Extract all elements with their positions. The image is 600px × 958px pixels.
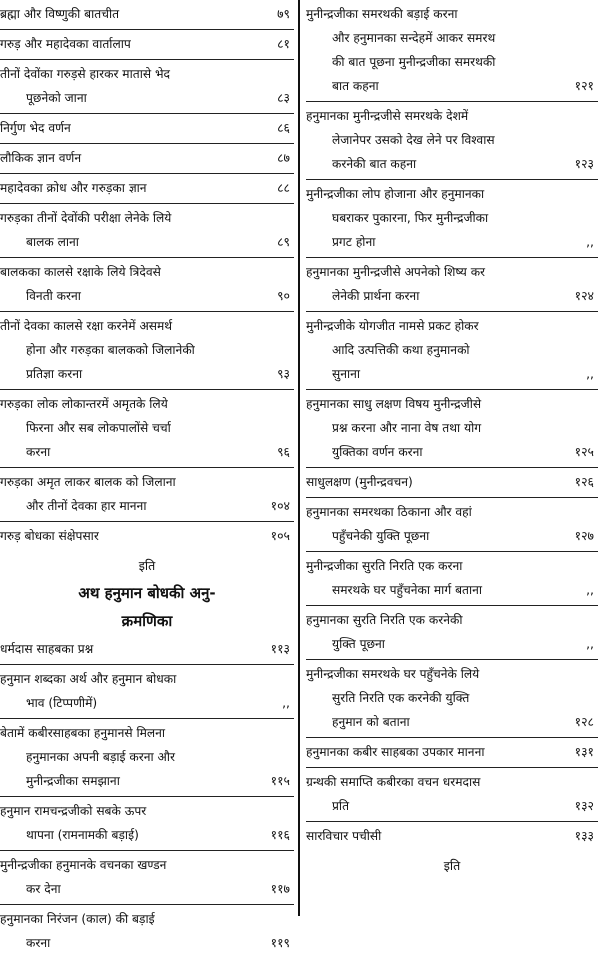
entry-text: हनुमान रामचन्द्रजीको सबके ऊपर — [0, 804, 147, 818]
toc-entry — [0, 390, 294, 468]
column-divider — [298, 0, 300, 916]
toc-entry — [0, 144, 294, 174]
entry-text: फिरना और सब लोकपालोंसे चर्चा — [26, 421, 171, 435]
entry-text: समरथके घर पहुँचनेका मार्ग बताना ,, — [306, 578, 598, 602]
toc-entry — [0, 719, 294, 797]
toc-entry — [0, 665, 294, 719]
page-number: ७९ — [277, 6, 290, 21]
toc-entry — [0, 905, 294, 958]
entry-text: मुनीन्द्रजीका लोप होजाना और हनुमानका — [306, 187, 485, 201]
left-column — [0, 0, 294, 958]
toc-entry — [306, 822, 598, 851]
toc-entry — [306, 768, 598, 822]
toc-entry — [306, 258, 598, 312]
page-number: १३१ — [574, 744, 594, 759]
entry-text: गरुड़का तीनों देवोंकी परीक्षा लेनेके लिये — [0, 211, 172, 225]
toc-entry — [306, 738, 598, 768]
iti-right: इति — [443, 858, 461, 873]
entry-text: बात कहना १२१ — [306, 74, 598, 98]
entry-text: गरुड़ बोधका संक्षेपसार १०५ — [0, 524, 294, 548]
entry-text: पहुँचनेकी युक्ति पूछना १२७ — [306, 524, 598, 548]
toc-entry — [0, 0, 294, 30]
page-number: ८६ — [277, 120, 290, 135]
page-number: ८१ — [277, 36, 290, 51]
toc-entry — [306, 102, 598, 180]
entry-text: कर देना ११७ — [0, 877, 294, 901]
entry-text: हनुमानका साधु लक्षण विषय मुनीन्द्रजीसे — [306, 397, 482, 411]
entry-text: आदि उत्पत्तिकी कथा हनुमानको — [332, 343, 470, 357]
entry-text: प्रगट होना ,, — [306, 230, 598, 254]
entry-text: मुनीन्द्रजीका समरथकी बड़ाई करना — [306, 7, 458, 21]
toc-entry — [306, 390, 598, 468]
hanuman-bodh-contents — [0, 635, 294, 958]
entry-text: गरुड़ और महादेवका वार्तालाप ८१ — [0, 32, 294, 56]
entry-text: हनुमानका समरथका ठिकाना और वहां — [306, 505, 472, 519]
entry-text: करनेकी बात कहना १२३ — [306, 152, 598, 176]
entry-text: करना ११९ — [0, 931, 294, 955]
entry-text: हनुमानका मुनीन्द्रजीसे समरथके देशमें — [306, 109, 469, 123]
right-column — [306, 0, 598, 879]
heading-line-2: क्रमणिका — [121, 612, 173, 630]
entry-text: बालकका कालसे रक्षाके लिये त्रिदेवसे — [0, 265, 161, 279]
toc-entry — [306, 312, 598, 390]
entry-text: महादेवका क्रोध और गरुड़का ज्ञान ८८ — [0, 176, 294, 200]
toc-entry — [0, 797, 294, 851]
page-number: १०४ — [270, 498, 290, 513]
entry-text: होना और गरुड़का बालकको जिलानेकी — [26, 343, 195, 357]
page-number: ,, — [282, 695, 290, 710]
entry-text: प्रतिज्ञा करना ९३ — [0, 362, 294, 386]
entry-text: मुनीन्द्रजीका सुरति निरति एक करना — [306, 559, 463, 573]
entry-text: हनुमानका निरंजन (काल) की बड़ाई — [0, 912, 155, 926]
page-number: १२३ — [574, 156, 594, 171]
heading-line-1: अथ हनुमान बोधकी अनु- — [78, 584, 216, 602]
page-number: १२८ — [574, 714, 594, 729]
entry-text: तीनों देवोंका गरुड़से हारकर मातासे भेद — [0, 67, 171, 81]
page-number: १०५ — [270, 528, 290, 543]
entry-text: की बात पूछना मुनीन्द्रजीका समरथकी — [332, 55, 496, 69]
entry-text: निर्गुण भेद वर्णन ८६ — [0, 116, 294, 140]
entry-text: लौकिक ज्ञान वर्णन ८७ — [0, 146, 294, 170]
page-number: ९६ — [277, 444, 290, 459]
entry-text: लेनेकी प्रार्थना करना १२४ — [306, 284, 598, 308]
page-number: ,, — [586, 366, 594, 381]
entry-text: हनुमान शब्दका अर्थ और हनुमान बोधका — [0, 672, 177, 686]
entry-text: हनुमानका मुनीन्द्रजीसे अपनेको शिष्य कर — [306, 265, 486, 279]
page-number: ११९ — [270, 935, 290, 950]
entry-text: धर्मदास साहबका प्रश्न ११३ — [0, 637, 294, 661]
toc-entry — [0, 522, 294, 551]
toc-entry — [0, 114, 294, 144]
entry-text: हनुमानका कबीर साहबका उपकार मानना १३१ — [306, 740, 598, 764]
entry-text: हनुमानका अपनी बड़ाई करना और — [26, 750, 175, 764]
page-number: १२६ — [574, 474, 594, 489]
garud-bodh-contents — [0, 0, 294, 551]
toc-entry — [0, 174, 294, 204]
toc-entry — [0, 30, 294, 60]
toc-entry — [306, 606, 598, 660]
entry-text: विनती करना ९० — [0, 284, 294, 308]
toc-entry — [306, 498, 598, 552]
toc-entry — [0, 635, 294, 665]
page-number: ११५ — [270, 773, 290, 788]
entry-text: मुनीन्द्रजीका हनुमानके वचनका खण्डन — [0, 858, 167, 872]
entry-text: और हनुमानका सन्देहमें आकर समरथ — [332, 31, 496, 45]
entry-text: पूछनेको जाना ८३ — [0, 86, 294, 110]
toc-entry — [306, 552, 598, 606]
iti-left: इति — [138, 558, 156, 573]
page-number: ,, — [586, 582, 594, 597]
entry-text: प्रति १३२ — [306, 794, 598, 818]
entry-text: सुनाना ,, — [306, 362, 598, 386]
entry-text: तीनों देवका कालसे रक्षा करनेमें असमर्थ — [0, 319, 173, 333]
entry-text: गरुड़का लोक लोकान्तरमें अमृतके लिये — [0, 397, 168, 411]
page-number: ११३ — [270, 641, 290, 656]
toc-entry — [306, 0, 598, 102]
page-number: १२५ — [574, 444, 594, 459]
entry-text: सुरति निरति एक करनेकी युक्ति — [332, 691, 470, 705]
page-number: ८८ — [277, 180, 290, 195]
page-number: ,, — [586, 636, 594, 651]
page-number: १२४ — [574, 288, 594, 303]
entry-text: मुनीन्द्रजीका समरथके घर पहुँचनेके लिये — [306, 667, 480, 681]
page-number: ८९ — [277, 234, 290, 249]
page-number: ८३ — [277, 90, 290, 105]
page-number: ९० — [277, 288, 290, 303]
entry-text: युक्तिका वर्णन करना १२५ — [306, 440, 598, 464]
page-number: ९३ — [277, 366, 290, 381]
entry-text: हनुमान को बताना १२८ — [306, 710, 598, 734]
toc-entry — [0, 204, 294, 258]
page-number: ८७ — [277, 150, 290, 165]
entry-text: मुनीन्द्रजीके योगजीत नामसे प्रकट होकर — [306, 319, 479, 333]
entry-text: भाव (टिप्पणीमें) ,, — [0, 691, 294, 715]
toc-entry — [306, 468, 598, 498]
entry-text: सारविचार पचीसी १३३ — [306, 824, 598, 848]
entry-text: साधुलक्षण (मुनीन्द्रवचन) १२६ — [306, 470, 598, 494]
page-number: ,, — [586, 234, 594, 249]
entry-text: ग्रन्थकी समाप्ति कबीरका वचन धरमदास — [306, 775, 481, 789]
entry-text: हनुमानका सुरति निरति एक करनेकी — [306, 613, 463, 627]
page-number: १३२ — [574, 798, 594, 813]
hanuman-bodh-contents-cont — [306, 0, 598, 851]
entry-text: और तीनों देवका हार मानना १०४ — [0, 494, 294, 518]
page-number: १२१ — [574, 78, 594, 93]
hanuman-bodh-heading — [0, 579, 294, 635]
entry-text: घबराकर पुकारना, फिर मुनीन्द्रजीका — [332, 211, 489, 225]
entry-text: युक्ति पूछना ,, — [306, 632, 598, 656]
page-number: १३३ — [574, 828, 594, 843]
page-number: ११७ — [270, 881, 290, 896]
entry-text: गरुड़का अमृत लाकर बालक को जिलाना — [0, 475, 176, 489]
entry-text: बालक लाना ८९ — [0, 230, 294, 254]
entry-text: बेतामें कबीरसाहबका हनुमानसे मिलना — [0, 726, 166, 740]
page-number: १२७ — [574, 528, 594, 543]
entry-text: मुनीन्द्रजीका समझाना ११५ — [0, 769, 294, 793]
entry-text: ब्रह्मा और विष्णुकी बातचीत ७९ — [0, 2, 294, 26]
toc-entry — [0, 258, 294, 312]
toc-entry — [0, 312, 294, 390]
entry-text: थापना (रामनामकी बड़ाई) ११६ — [0, 823, 294, 847]
toc-entry — [306, 660, 598, 738]
toc-entry — [0, 468, 294, 522]
toc-entry — [306, 180, 598, 258]
entry-text: प्रश्न करना और नाना वेष तथा योग — [332, 421, 482, 435]
entry-text: लेजानेपर उसको देख लेने पर विश्वास — [332, 133, 495, 147]
page-number: ११६ — [270, 827, 290, 842]
toc-entry — [0, 851, 294, 905]
toc-entry — [0, 60, 294, 114]
entry-text: करना ९६ — [0, 440, 294, 464]
